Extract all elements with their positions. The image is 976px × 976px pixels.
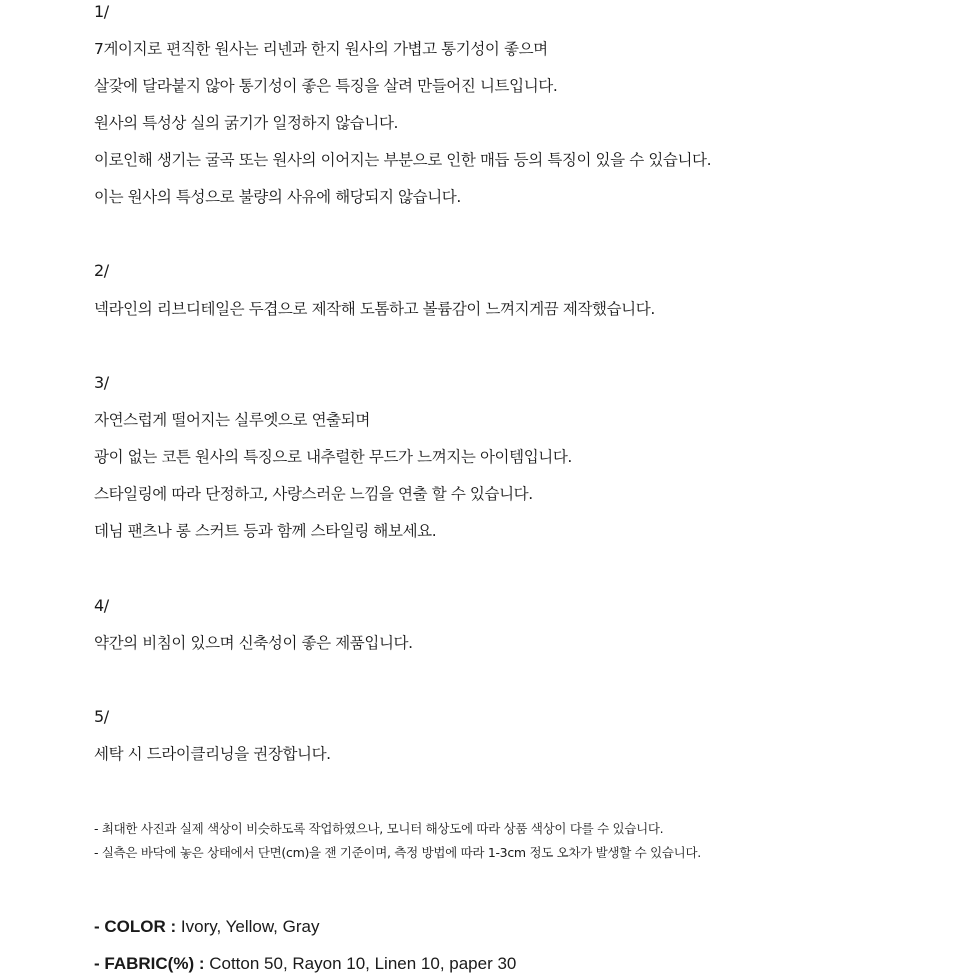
spec-color-separator: :	[165, 917, 181, 936]
spec-fabric-value: Cotton 50, Rayon 10, Linen 10, paper 30	[209, 954, 517, 973]
section-5-number: 5/	[94, 707, 109, 726]
spec-color	[94, 917, 319, 937]
note-measurement-disclaimer: - 실측은 바닥에 놓은 상태에서 단면(cm)을 잰 기준이며, 측정 방법에 따라 1-3cm 정도 오차가 발생할 수 있습니다.	[94, 845, 701, 860]
section-1-line-4: 이로인해 생기는 굴곡 또는 원사의 이어지는 부분으로 인한 매듭 등의 특징이 있을 수 있습니다.	[94, 151, 712, 169]
section-3-line-1: 자연스럽게 떨어지는 실루엣으로 연출되며	[94, 411, 370, 429]
section-2-number: 2/	[94, 261, 109, 280]
spec-color-label: - COLOR	[94, 917, 166, 936]
spec-color-value: Ivory, Yellow, Gray	[180, 917, 320, 936]
spec-fabric-separator: :	[194, 954, 210, 973]
spec-fabric	[94, 954, 516, 974]
section-3-line-4: 데님 팬츠나 롱 스커트 등과 함께 스타일링 해보세요.	[94, 522, 437, 540]
note-color-disclaimer: - 최대한 사진과 실제 색상이 비슷하도록 작업하였으나, 모니터 해상도에 따라 상품 색상이 다를 수 있습니다.	[94, 821, 664, 836]
section-1-line-2: 살갗에 달라붙지 않아 통기성이 좋은 특징을 살려 만들어진 니트입니다.	[94, 77, 558, 95]
spec-fabric-label: - FABRIC(%)	[94, 954, 195, 973]
section-1-line-1: 7게이지로 편직한 원사는 리넨과 한지 원사의 가볍고 통기성이 좋으며	[94, 40, 548, 58]
section-1-number: 1/	[94, 2, 109, 21]
section-1-line-5: 이는 원사의 특성으로 불량의 사유에 해당되지 않습니다.	[94, 188, 461, 206]
section-4-line-1: 약간의 비침이 있으며 신축성이 좋은 제품입니다.	[94, 634, 413, 652]
section-4-number: 4/	[94, 596, 109, 615]
section-3-line-3: 스타일링에 따라 단정하고, 사랑스러운 느낌을 연출 할 수 있습니다.	[94, 485, 533, 503]
section-3-line-2: 광이 없는 코튼 원사의 특징으로 내추럴한 무드가 느껴지는 아이템입니다.	[94, 448, 572, 466]
section-1-line-3: 원사의 특성상 실의 굵기가 일정하지 않습니다.	[94, 114, 399, 132]
section-3-number: 3/	[94, 373, 109, 392]
section-2-line-1: 넥라인의 리브디테일은 두겹으로 제작해 도톰하고 볼륨감이 느껴지게끔 제작했습니다.	[94, 300, 655, 318]
section-5-line-1: 세탁 시 드라이클리닝을 권장합니다.	[94, 745, 331, 763]
